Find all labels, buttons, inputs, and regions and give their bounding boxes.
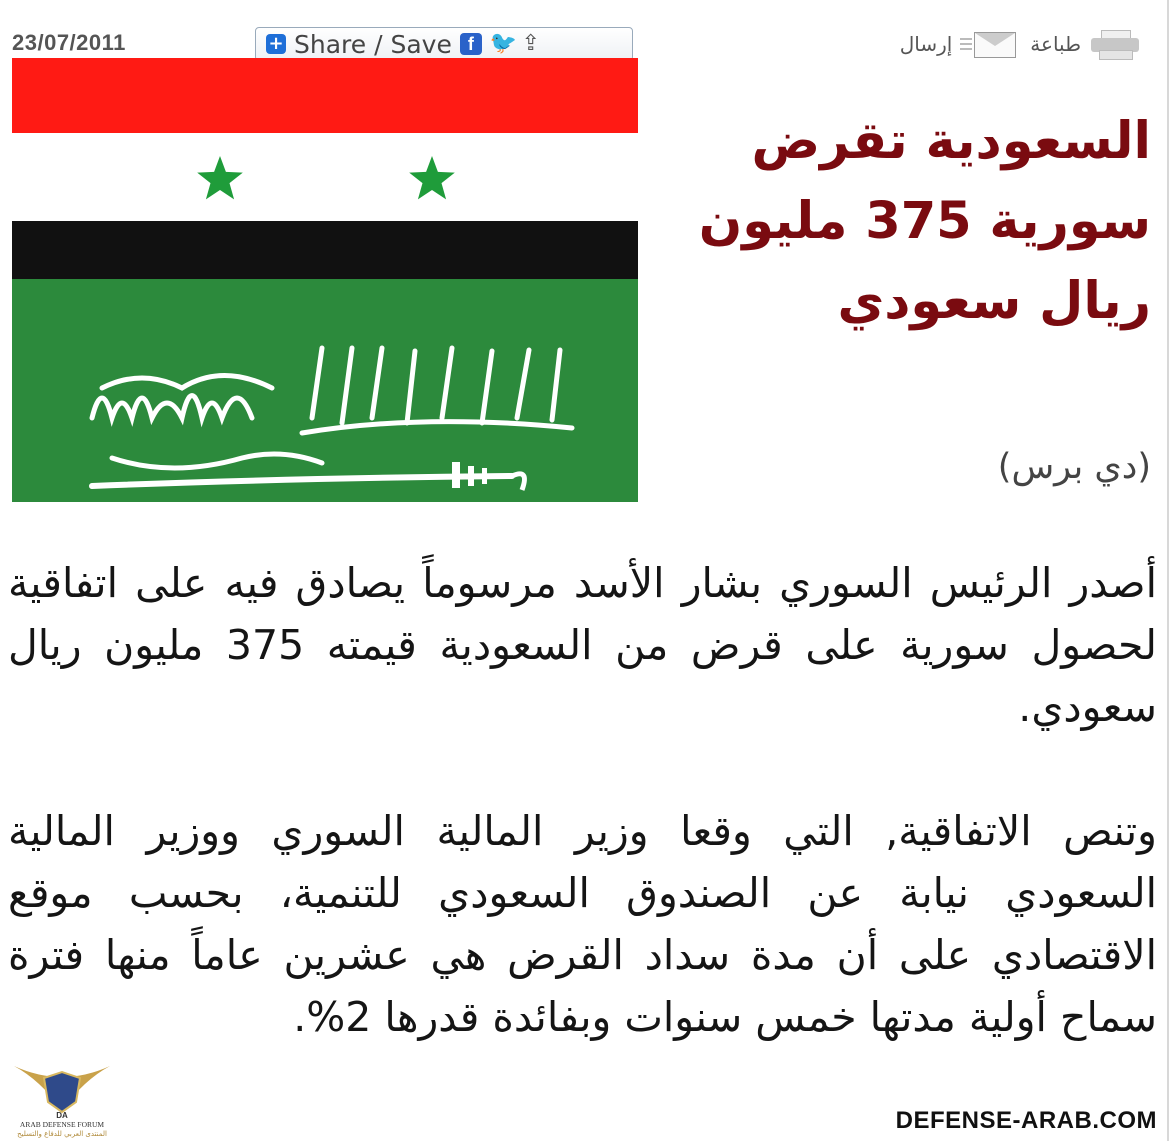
article-headline [651, 102, 1151, 342]
twitter-icon[interactable]: 🐦 [489, 31, 518, 56]
watermark-site: DEFENSE-ARAB.COM [892, 1107, 1161, 1135]
saudi-flag-green-field [12, 279, 638, 502]
syria-flag-red-band [12, 58, 638, 133]
facebook-icon[interactable]: f [460, 33, 482, 55]
arab-defense-forum-logo [4, 1058, 120, 1138]
print-link[interactable] [1030, 28, 1141, 60]
print-label: طباعة [1030, 32, 1081, 56]
article-tools [900, 28, 1141, 60]
headline-line: سورية 375 مليون [698, 192, 1151, 251]
send-link[interactable] [900, 30, 1019, 58]
article-paragraph: وتنص الاتفاقية, التي وقعا وزير المالية السوري ووزير المالية السعودي نيابة عن الصندوق السعودي للتنمية، بحسب موقع الاقتصادي على أن مدة سداد القرض هي عشرين عاماً منها فترة سماح أولية مدتها خمس سنوات وبفائدة قدرها 2%. [8, 807, 1157, 1041]
logo-text-ar: المنتدى العربي للدفاع والتسليح [17, 1130, 107, 1138]
article-date: 23/07/2011 [12, 30, 126, 55]
envelope-icon [960, 30, 1018, 58]
forward-icon[interactable]: ⇪ [521, 31, 541, 56]
logo-letters: DA [56, 1111, 68, 1120]
share-save-label: Share / Save [294, 29, 452, 59]
page-edge [1167, 0, 1169, 1141]
article-source: (دي برس) [997, 447, 1151, 487]
article-body [8, 552, 1157, 1048]
article-paragraph: أصدر الرئيس السوري بشار الأسد مرسوماً يصادق فيه على اتفاقية لحصول سورية على قرض من السعودية قيمته 375 مليون ريال سعودي. [8, 559, 1157, 731]
headline-line: السعودية تقرض [751, 112, 1151, 171]
syria-flag-black-band [12, 221, 638, 279]
syria-flag-white-band [12, 133, 638, 221]
syria-saudi-flag-image [12, 58, 638, 502]
headline-line: ريال سعودي [837, 272, 1151, 331]
logo-text-en: ARAB DEFENSE FORUM [19, 1120, 105, 1129]
printer-icon [1089, 28, 1141, 60]
plus-icon: + [266, 34, 286, 54]
share-save-button[interactable] [255, 27, 633, 61]
send-label: إرسال [899, 32, 953, 56]
